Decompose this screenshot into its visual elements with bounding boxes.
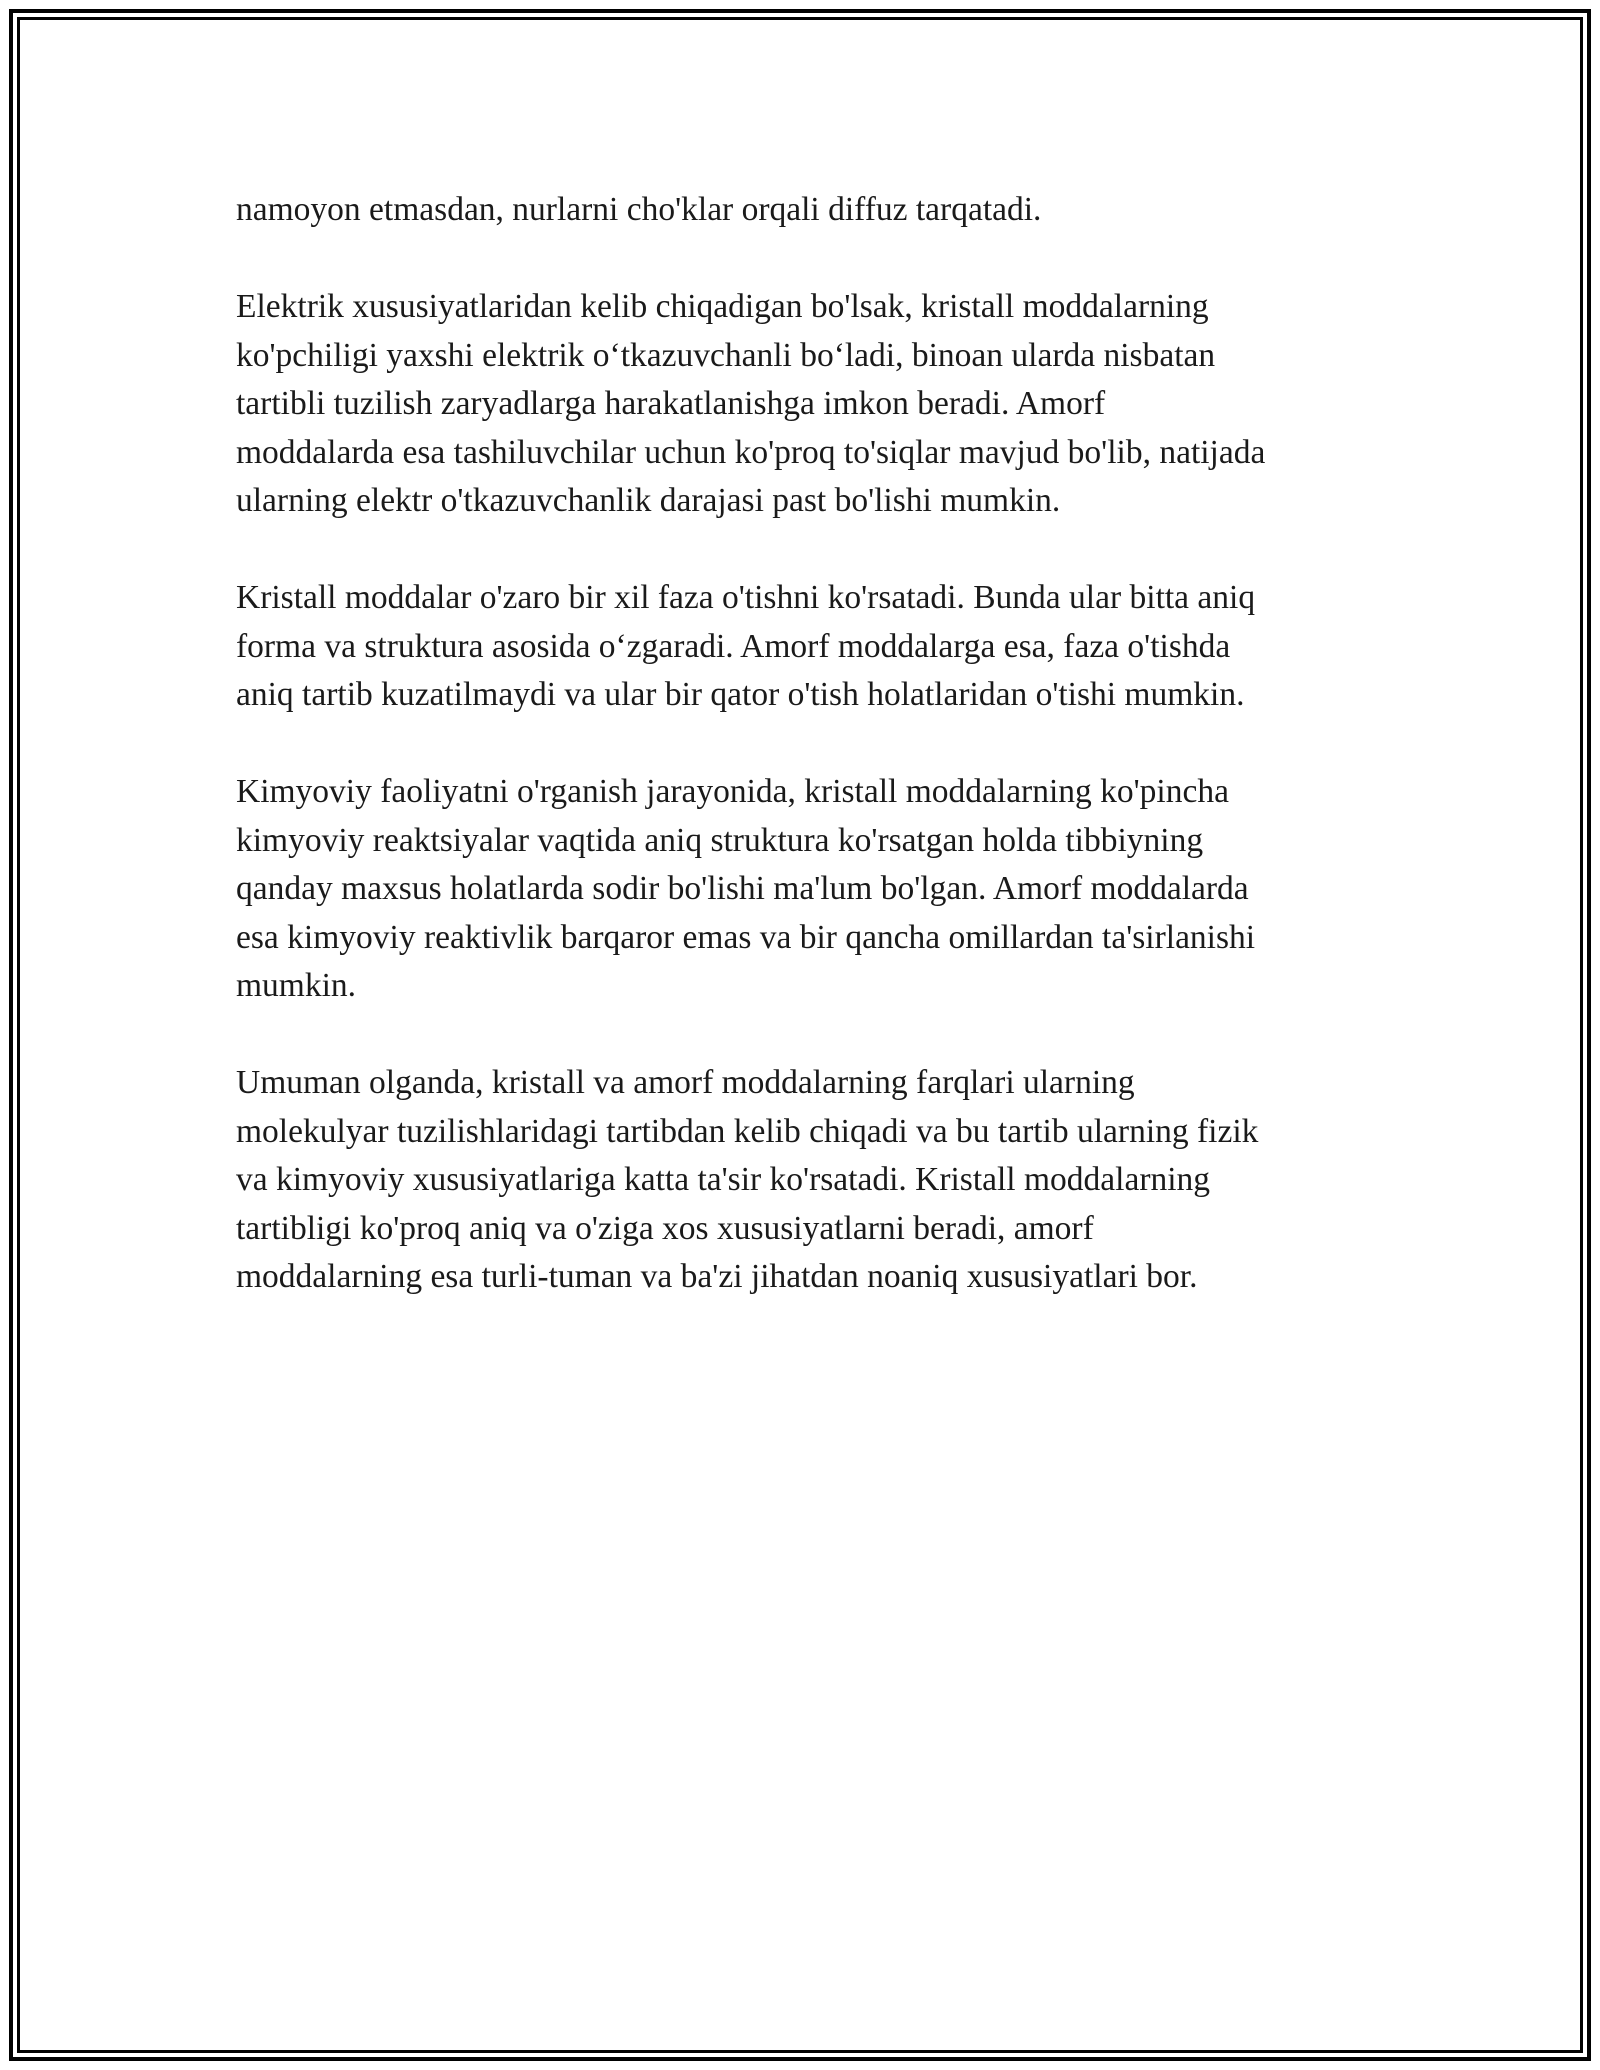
paragraph-5: Umuman olganda, kristall va amorf moddalarning farqlari ularning molekulyar tuzilishlaridagi tartibdan kelib chiqadi va bu tartib ularning fizik va kimyoviy xususiyatlariga katta ta'sir ko'rsatadi. Kristall moddalarning tartibligi ko'proq aniq va o'ziga xos xususiyatlarni beradi, amorf moddalarning esa turli-tuman va ba'zi jihatdan noaniq xususiyatlari bor. bbox=[236, 1064, 1259, 1295]
paragraph-3: Kristall moddalar o'zaro bir xil faza o'tishni ko'rsatadi. Bunda ular bitta aniq forma va struktura asosida o‘zgaradi. Amorf moddalarga esa, faza o'tishda aniq tartib kuzatilmaydi va ular bir qator o'tish holatlaridan o'tishi mumkin. bbox=[236, 579, 1256, 713]
paragraph-4: Kimyoviy faoliyatni o'rganish jarayonida, kristall moddalarning ko'pincha kimyoviy reaktsiyalar vaqtida aniq struktura ko'rsatgan holda tibbiyning qanday maxsus holatlarda sodir bo'lishi ma'lum bo'lgan. Amorf moddalarda esa kimyoviy reaktivlik barqaror emas va bir qancha omillardan ta'sirlanishi mumkin. bbox=[236, 773, 1256, 1004]
paragraph-2: Elektrik xususiyatlaridan kelib chiqadigan bo'lsak, kristall moddalarning ko'pchiligi yaxshi elektrik o‘tkazuvchanli bo‘ladi, binoan ularda nisbatan tartibli tuzilish zaryadlarga harakatlanishga imkon beradi. Amorf moddalarda esa tashiluvchilar uchun ko'proq to'siqlar mavjud bo'lib, natijada ularning elektr o'tkazuvchanlik darajasi past bo'lishi mumkin. bbox=[236, 288, 1266, 519]
document-body bbox=[236, 186, 1366, 1350]
paragraph-1: namoyon etmasdan, nurlarni cho'klar orqali diffuz tarqatadi. bbox=[236, 191, 1042, 228]
